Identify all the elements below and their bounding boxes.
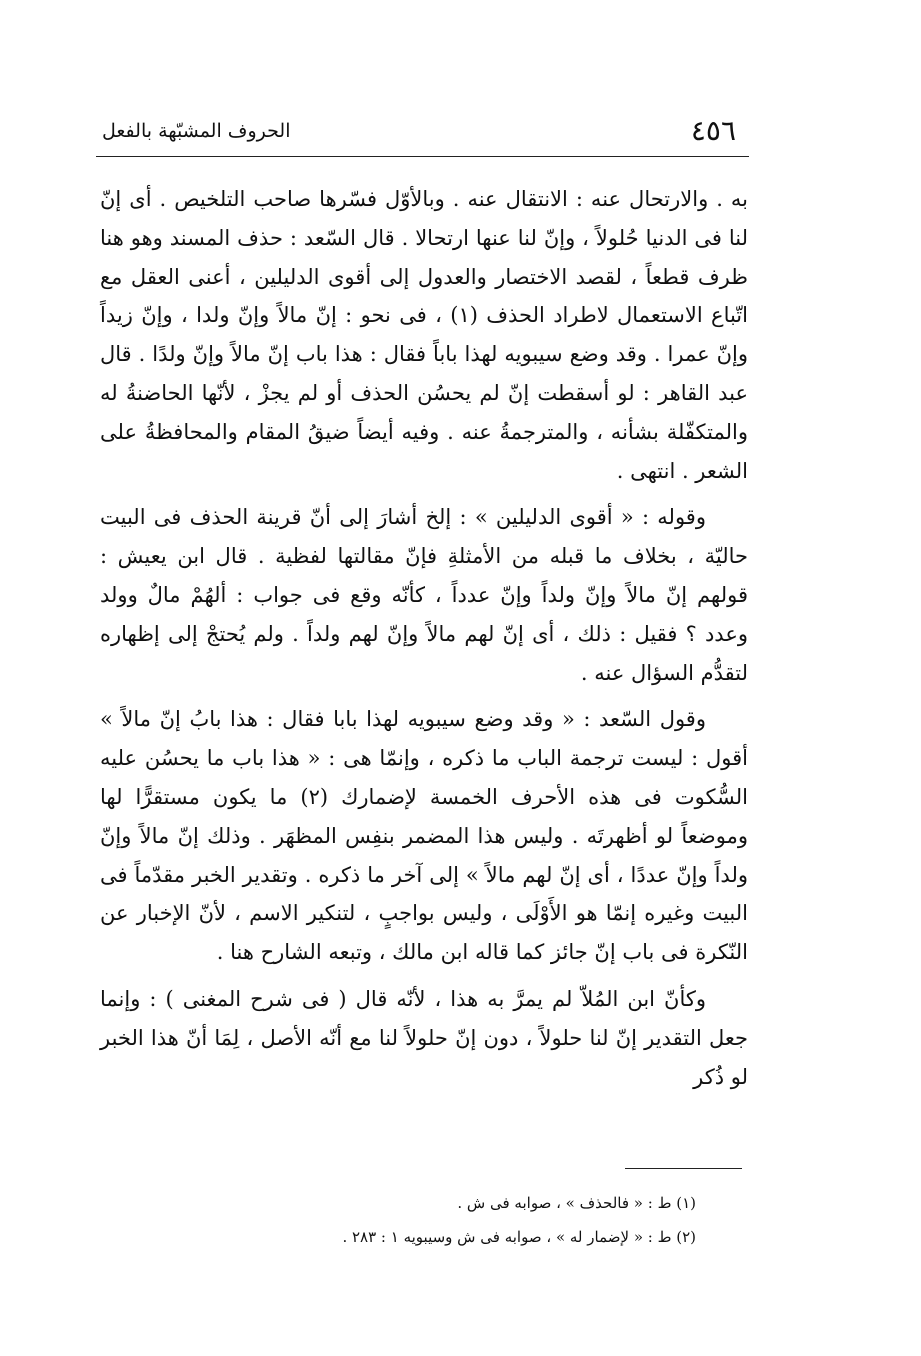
paragraph: وقول السّعد : « وقد وضع سيبويه لهذا بابا فقال : هذا بابُ إنّ مالاً » أقول : ليست ترجمة الباب ما ذكره ، وإنمّا هى : « هذا باب ما يحسُن عليه السُّكوت فى هذه الأحرف الخمسة لإضمارك (٢) ما يكون مستقرًّا لها وموضعاً لو أظهرتَه . وليس هذا المضمر بنفِس المظهَر . وذلك إنّ مالاً وإنّ ولداً وإنّ عددًا ، أى إنّ لهم مالاً » إلى آخر ما ذكره . وتقدير الخبر مقدّماً فى البيت وغيره إنمّا هو الأَوْلَى ، وليس بواجبٍ ، لتنكير الاسم ، لأنّ الإخبار عن النّكرة فى باب إنّ جائز كما قاله ابن مالك ، وتبعه الشارح هنا . (100, 707, 749, 965)
footnote: (٢) ط : « لإضمار له » ، صوابه فى ش وسيبويه ١ : ٢٨٣ . (342, 1228, 696, 1246)
page-header (96, 110, 748, 154)
running-title: الحروف المشبّهة بالفعل (102, 120, 291, 142)
paragraph: وقوله : « أقوى الدليلين » : إلخ أشارَ إلى أنّ قرينة الحذف فى البيت حاليّة ، بخلاف ما قبله من الأمثلةِ فإنّ مقالتها لفظية . قال ابن يعيش : قولهم إنّ مالاً وإنّ ولداً وإنّ عدداً ، كأنّه وقع فى جواب : ألهُمْ مالٌ وولد وعدد ؟ فقيل : ذلك ، أى إنّ لهم مالاً وإنّ لهم ولداً . ولم يُحتجْ إلى إظهاره لتقدُّم السؤال عنه . (100, 505, 748, 685)
page-number: ٤٥٦ (690, 114, 736, 147)
footnote: (١) ط : « فالحذف » ، صوابه فى ش . (457, 1194, 696, 1212)
body-text (100, 180, 748, 1104)
header-rule (96, 156, 749, 157)
footnotes (220, 1186, 696, 1254)
footnote-rule (625, 1168, 742, 1169)
paragraph: وكأنّ ابن المُلاّ لم يمرَّ به هذا ، لأنّه قال ( فى شرح المغنى ) : وإنما جعل التقدير إنّ لنا حلولاً ، دون إنّ حلولاً لنا مع أنّه الأصل ، لِمَا أنّ هذا الخبر لو ذُكر (100, 986, 748, 1089)
paragraph: به . والارتحال عنه : الانتقال عنه . وبالأوّل فسّرها صاحب التلخيص . أى إنّ لنا فى الدنيا حُلولاً ، وإنّ لنا عنها ارتحالا . قال السّعد : حذف المسند وهو هنا ظرف قطعاً ، لقصد الاختصار والعدول إلى أقوى الدليلين ، أعنى العقل مع اتّباع الاستعمال لاطراد الحذف (١) ، فى نحو : إنّ مالاً وإنّ ولدا ، وإنّ زيداً وإنّ عمرا . وقد وضع سيبويه لهذا باباً فقال : هذا باب إنّ مالاً وإنّ ولدًا . قال عبد القاهر : لو أسقطت إنّ لم يحسُن الحذف أو لم يجزْ ، لأنّها الحاضنةُ له والمتكفّلة بشأنه ، والمترجمةُ عنه . وفيه أيضاً ضيقُ المقام والمحافظةُ على الشعر . انتهى . (100, 187, 748, 483)
